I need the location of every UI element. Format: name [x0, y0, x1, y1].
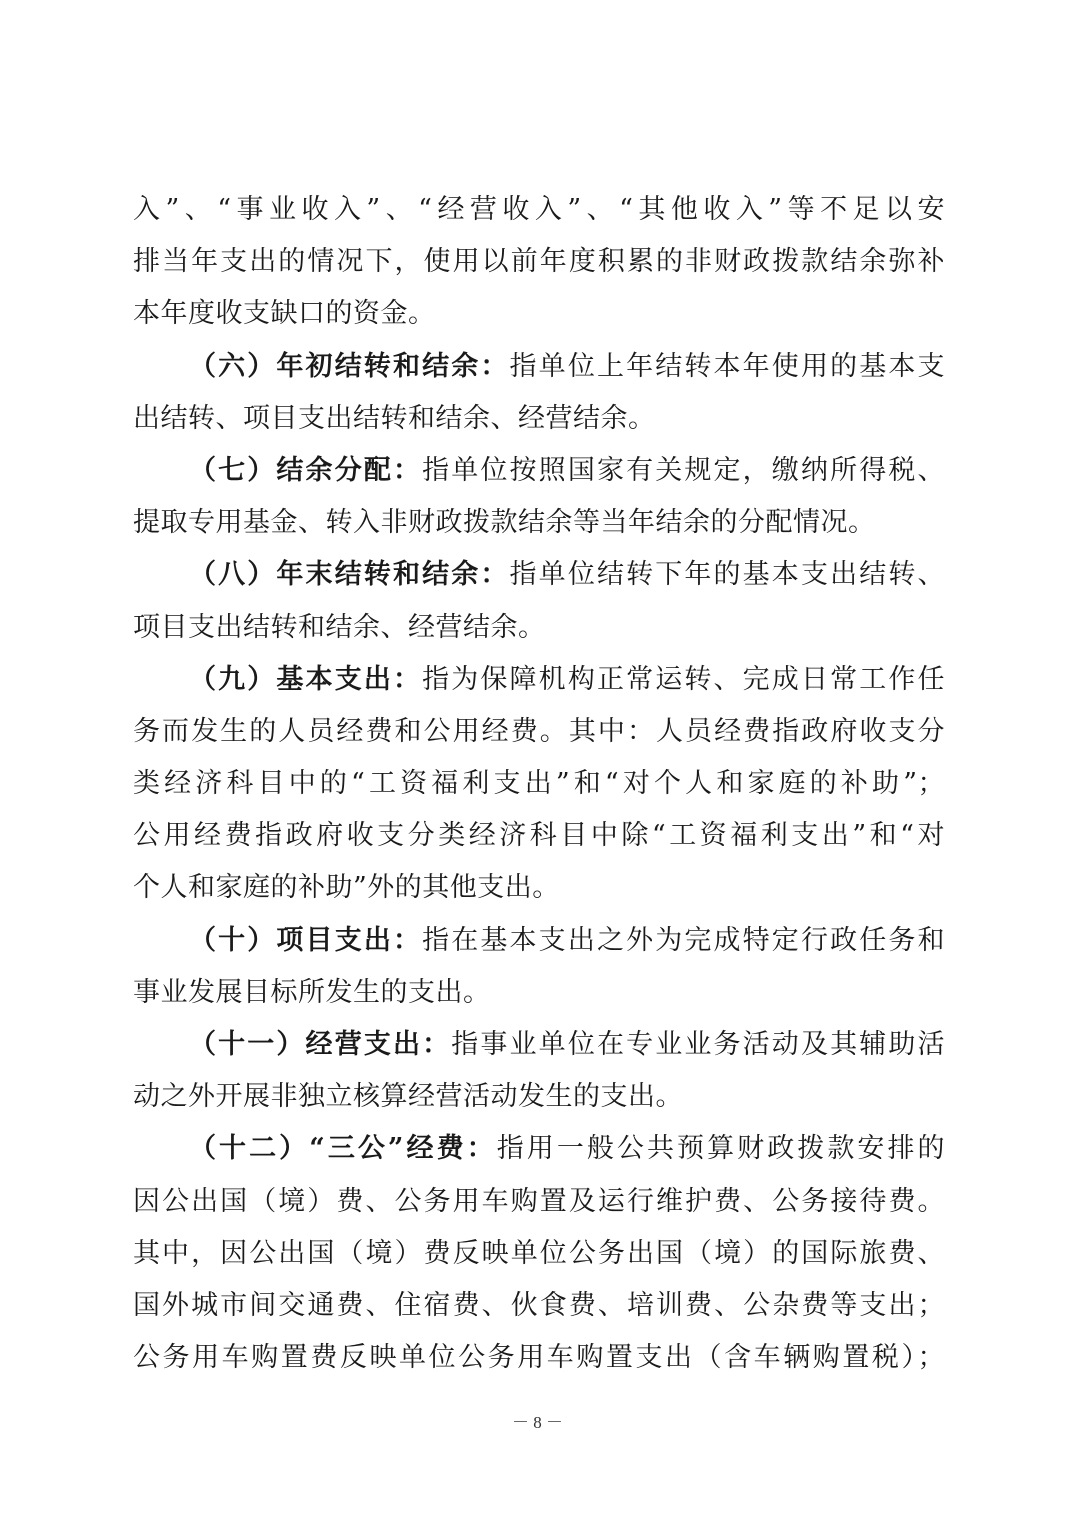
section-heading: （八）年末结转和结余：	[189, 559, 510, 591]
line-text: 排当年支出的情况下，使用以前年度积累的非财政拨款结余弥补	[133, 246, 945, 278]
section-heading: （九）基本支出：	[189, 663, 423, 695]
text-line	[133, 288, 945, 340]
text-line	[133, 184, 945, 236]
line-text: 务而发生的人员经费和公用经费。其中：人员经费指政府收支分	[133, 715, 945, 747]
page-number: － 8 －	[512, 1413, 563, 1432]
text-line	[133, 967, 945, 1019]
line-text: 指为保障机构正常运转、完成日常工作任	[422, 663, 946, 695]
line-text: 提取专用基金、转入非财政拨款结余等当年结余的分配情况。	[133, 507, 876, 539]
line-text: 入”、“事业收入”、“经营收入”、“其他收入”等不足以安	[133, 194, 945, 225]
line-text: 指在基本支出之外为完成特定行政任务和	[422, 924, 946, 956]
line-text: 项目支出结转和结余、经营结余。	[133, 611, 546, 643]
section-heading: （十）项目支出：	[189, 924, 423, 956]
text-line	[133, 1332, 945, 1384]
text-line	[133, 602, 945, 654]
line-text: 因公出国（境）费、公务用车购置及运行维护费、公务接待费。	[133, 1185, 945, 1217]
text-line	[133, 236, 945, 288]
line-text: 指用一般公共预算财政拨款安排的	[496, 1133, 946, 1165]
text-line	[133, 654, 945, 706]
line-text: 国外城市间交通费、住宿费、伙食费、培训费、公杂费等支出；	[133, 1289, 945, 1321]
text-line	[133, 1071, 945, 1123]
text-line	[133, 706, 945, 758]
text-line	[133, 1123, 945, 1175]
line-text: 公务用车购置费反映单位公务用车购置支出（含车辆购置税）；	[133, 1342, 945, 1374]
line-text: 指单位按照国家有关规定，缴纳所得税、	[422, 454, 946, 486]
line-text: 本年度收支缺口的资金。	[133, 298, 436, 330]
body-text	[133, 184, 945, 1384]
text-line	[133, 1280, 945, 1332]
line-text: 其中，因公出国（境）费反映单位公务出国（境）的国际旅费、	[133, 1237, 945, 1269]
line-text: 指事业单位在专业业务活动及其辅助活	[451, 1029, 946, 1060]
text-line	[133, 862, 945, 914]
section-heading: （六）年初结转和结余：	[189, 350, 510, 382]
text-line	[133, 1019, 945, 1071]
text-line	[133, 393, 945, 445]
text-line	[133, 497, 945, 549]
line-text: 指单位结转下年的基本支出结转、	[509, 559, 946, 591]
text-line	[133, 549, 945, 601]
text-line	[133, 810, 945, 862]
section-heading: （七）结余分配：	[189, 454, 423, 486]
section-heading: （十一）经营支出：	[189, 1029, 452, 1060]
text-line	[133, 1176, 945, 1228]
section-heading: （十二）“三公”经费：	[189, 1133, 497, 1165]
line-text: 动之外开展非独立核算经营活动发生的支出。	[133, 1081, 683, 1113]
line-text: 指单位上年结转本年使用的基本支	[509, 350, 946, 382]
line-text: 公用经费指政府收支分类经济科目中除“工资福利支出”和“对	[133, 820, 945, 852]
line-text: 事业发展目标所发生的支出。	[133, 976, 491, 1008]
text-line	[133, 758, 945, 810]
text-line	[133, 915, 945, 967]
text-line	[133, 445, 945, 497]
line-text: 出结转、项目支出结转和结余、经营结余。	[133, 402, 656, 434]
line-text: 类经济科目中的“工资福利支出”和“对个人和家庭的补助”；	[133, 768, 945, 800]
text-line	[133, 1228, 945, 1280]
text-line	[133, 341, 945, 393]
line-text: 个人和家庭的补助”外的其他支出。	[133, 872, 560, 904]
